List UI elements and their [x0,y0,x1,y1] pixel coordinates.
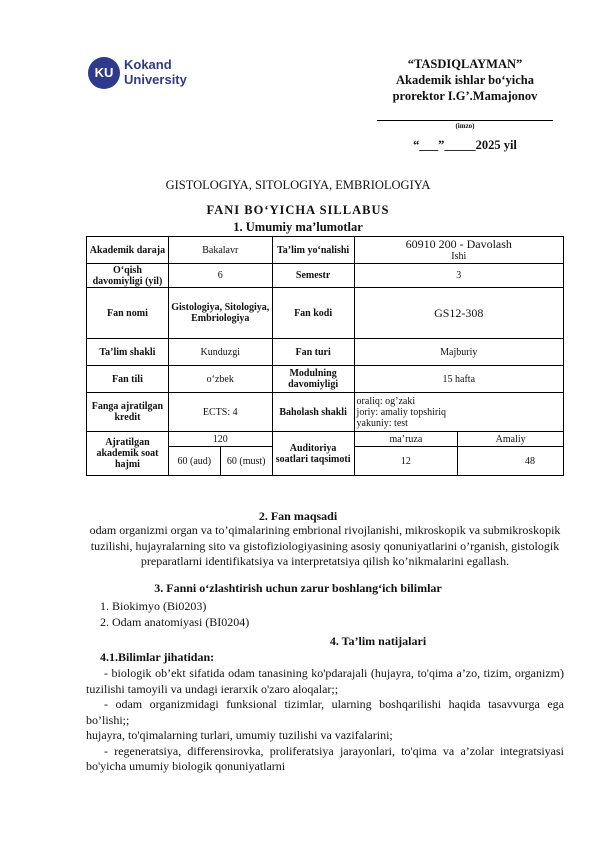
value-cell: 60 (must) [220,447,272,476]
approval-date: “___”_____2025 yil [413,138,517,152]
table-row [87,288,564,339]
value-cell: 12 [354,447,458,476]
course-aim: odam organizmi organ va to’qimalarining embrional rivojlanishi, mikroskopik va submikroskopik tuzilishi, hujayralarning sito va gistofiziologiyasining asosiy qonuniyatlarini o’rganish, gistologik preparatlarni identifikatsiya va interpretatsiya qilish ko’nikmalarini egallash. [89,523,561,568]
label-cell: Fan tili [87,366,169,393]
list-item: 1. Biokimyo (Bi0203) [100,599,207,613]
value-cell: o‘zbek [168,366,272,393]
list-item: hujayra, to'qimalarning turlari, umumiy tuzilishi va vazifalarini; [86,728,393,742]
prerequisites-list [100,599,560,630]
list-item: - odam organizmidagi funksional tizimlar, ularning boshqarilishi haqida tasavvurga ega bo’lishi;; [86,697,564,727]
learning-outcomes [86,666,564,775]
syllabus-title: FANI BO‘YICHA SILLABUS [206,203,390,217]
value-line: joriy: amaliy topshiriq [356,406,446,418]
section-1-heading: 1. Umumiy ma’lumotlar [233,220,363,234]
value-cell: 60 (aud) [168,447,220,476]
approval-block [360,56,570,153]
value-cell: Bakalavr [168,237,272,264]
label-cell: Baholash shakli [272,393,354,432]
value-line: Ishi [451,251,467,262]
table-row [87,339,564,366]
label-cell: Semestr [272,264,354,288]
value-cell [354,237,563,264]
value-line: 60910 200 - Davolash [405,237,512,251]
table-row [87,237,564,264]
signature-caption: (imzo) [455,122,475,130]
general-info-table [86,236,564,476]
label-cell: Fanga ajratilgan kredit [87,393,169,432]
label-cell: Modulning davomiyligi [272,366,354,393]
table-row [87,393,564,432]
label-cell: Ta’lim shakli [87,339,169,366]
logo-line1: Kokand [124,57,172,72]
label-cell: O‘qish davomiyligi (yil) [87,264,169,288]
value-cell [354,393,563,432]
label-cell: Fan turi [272,339,354,366]
header-cell: Amaliy [458,432,564,447]
list-item: - biologik ob’ekt sifatida odam tanasining ko'pdarajali (hujayra, to'qima a’zo, tizim, organizm) tuzilishi tamoyili va undagi ierarxik o'zaro aloqalar;; [86,666,564,696]
table-row [87,366,564,393]
signature-line [377,110,553,121]
header-cell: ma’ruza [354,432,458,447]
value-line: yakuniy: test [356,417,408,429]
label-cell: Auditoriya soatlari taqsimoti [272,432,354,476]
value-cell: 120 [168,432,272,447]
value-cell: GS12-308 [354,288,563,339]
value-cell: ECTS: 4 [168,393,272,432]
value-cell: Majburiy [354,339,563,366]
course-title: GISTOLOGIYA, SITOLOGIYA, EMBRIOLOGIYA [165,178,431,192]
value-cell: 15 hafta [354,366,563,393]
value-cell: 3 [354,264,563,288]
approval-line1: “TASDIQLAYMAN” [407,57,523,71]
approval-line3: prorektor I.G’.Mamajonov [392,89,538,103]
knowledge-heading: 4.1.Bilimlar jihatidan: [100,650,215,664]
table-row [87,264,564,288]
table-row [87,432,564,447]
section-2-heading: 2. Fan maqsadi [258,509,338,523]
label-cell: Ta’lim yo‘nalishi [272,237,354,264]
value-cell: 6 [168,264,272,288]
approval-line2: Akademik ishlar bo‘yicha [396,73,534,87]
value-cell: Kunduzgi [168,339,272,366]
value-cell: 48 [458,447,564,476]
label-cell: Fan kodi [272,288,354,339]
label-cell: Fan nomi [87,288,169,339]
value-cell: Gistologiya, Sitologiya, Embriologiya [168,288,272,339]
list-item: 2. Odam anatomiyasi (BI0204) [100,614,250,629]
logo-line2: University [124,72,187,87]
section-3-heading: 3. Fanni o‘zlashtirish uchun zarur boshlang‘ich bilimlar [154,581,442,595]
label-cell: Ajratilgan akademik soat hajmi [87,432,169,476]
university-logo [88,55,208,95]
value-line: oraliq: og’zaki [356,395,416,407]
list-item: - regeneratsiya, differensirovka, proliferatsiya jarayonlari, to'qima va a’zolar integratsiyasi bo'yicha umumiy biologik qonuniyatlarni [86,743,564,773]
logo-mark: KU [88,57,120,89]
label-cell: Akademik daraja [87,237,169,264]
section-4-heading: 4. Ta’lim natijalari [329,634,427,648]
